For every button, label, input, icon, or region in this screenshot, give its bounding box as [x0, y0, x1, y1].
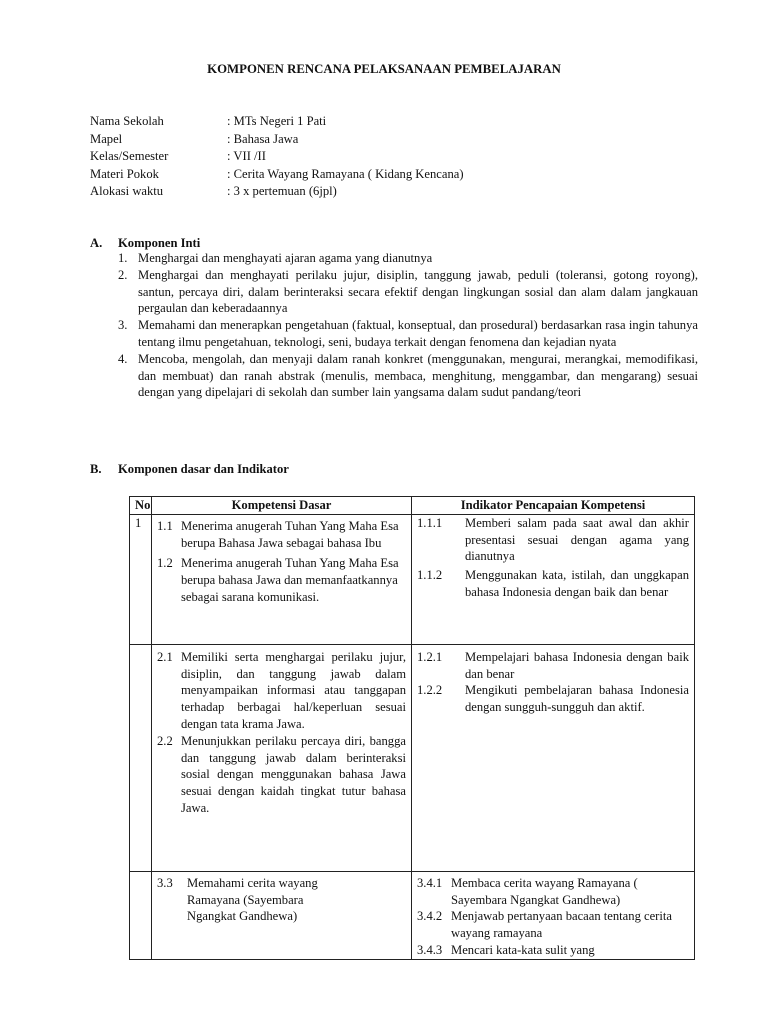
indicator-text: Mempelajari bahasa Indonesia dengan baik dan benar: [465, 649, 689, 681]
row-number: [130, 644, 152, 871]
info-value: : Cerita Wayang Ramayana ( Kidang Kencana): [227, 166, 464, 181]
document-title: KOMPONEN RENCANA PELAKSANAAN PEMBELAJARAN: [207, 62, 561, 76]
indicator-item: [417, 649, 689, 683]
row-number: 1: [130, 514, 152, 644]
indicator-text: Mencari kata-kata sulit yang: [451, 942, 595, 957]
kd-cell: [152, 514, 412, 644]
indicator-item: [417, 942, 689, 959]
info-row-subject: [90, 131, 464, 149]
kd-item: [157, 649, 406, 733]
indicator-text: Membaca cerita wayang Ramayana ( Sayembara Ngangkat Gandhewa): [451, 875, 638, 907]
indicator-item: [417, 908, 689, 942]
header-no: No: [130, 497, 152, 515]
header-indicator: Indikator Pencapaian Kompetensi: [412, 497, 695, 515]
info-label: Nama Sekolah: [90, 114, 164, 128]
kd-code: 3.3: [157, 875, 173, 890]
section-title: Komponen Inti: [118, 236, 201, 250]
indicator-text: Menggunakan kata, istilah, dan unggkapan bahasa Indonesia dengan baik dan benar: [465, 568, 689, 599]
table-row: [130, 514, 695, 644]
indicator-code: 1.1.2: [417, 568, 443, 583]
item-number: 4.: [118, 351, 128, 366]
info-row-class: [90, 148, 464, 166]
section-title: Komponen dasar dan Indikator: [118, 462, 289, 476]
info-value: : VII /II: [227, 149, 266, 163]
header-kd: Kompetensi Dasar: [152, 497, 412, 515]
indicator-text: Mengikuti pembelajaran bahasa Indonesia dengan sungguh-sungguh dan aktif.: [465, 683, 689, 715]
kd-text: Memiliki serta menghargai perilaku jujur, disiplin, dan tanggung jawab dalam menyampaikan informasi atau tanggapan terhadap berbagai hal/keperluan sesuai dengan tata krama Jawa.: [181, 649, 406, 731]
info-value: : 3 x pertemuan (6jpl): [227, 184, 337, 198]
info-label: Alokasi waktu: [90, 184, 164, 198]
indicator-text: Memberi salam pada saat awal dan akhir presentasi sesuai dengan agama yang dianutnya: [465, 515, 689, 564]
item-number: 2.: [118, 267, 128, 282]
kd-text: Menerima anugerah Tuhan Yang Maha Esa berupa bahasa Jawa dan memanfaatkannya sebagai sarana komunikasi.: [181, 556, 399, 604]
kd-item: [157, 555, 406, 605]
table-row: [130, 871, 695, 959]
indicator-item: [417, 515, 689, 565]
kd-cell: [152, 871, 412, 959]
kd-text: Menunjukkan perilaku percaya diri, bangga dan tanggung jawab dalam berinteraksi sosial dengan menggunakan bahasa Jawa sesuai dengan kaidah tingkat tutur bahasa Jawa.: [181, 733, 406, 815]
core-competence-list: [118, 250, 698, 401]
indicator-cell: [412, 514, 695, 644]
row-number: [130, 871, 152, 959]
info-row-topic: [90, 166, 464, 184]
kd-text: Memahami cerita wayang Ramayana (Sayembara Ngangkat Gandhewa): [187, 875, 318, 924]
list-item: [118, 317, 698, 351]
indicator-code: 1.2.2: [417, 683, 443, 698]
kd-code: 2.2: [157, 733, 173, 748]
kd-item: [157, 875, 406, 925]
indicator-code: 3.4.3: [417, 942, 443, 957]
kd-text: Menerima anugerah Tuhan Yang Maha Esa berupa Bahasa Jawa sebagai bahasa Ibu: [181, 518, 399, 550]
section-b-heading: [90, 461, 289, 478]
indicator-code: 3.4.1: [417, 875, 443, 890]
indicator-text: Menjawab pertanyaan bacaan tentang cerita wayang ramayana: [451, 909, 672, 941]
identity-block: [90, 113, 464, 201]
item-text: Memahami dan menerapkan pengetahuan (faktual, konseptual, dan prosedural) berdasarkan rasa ingin tahunya tentang ilmu pengetahuan, teknologi, seni, budaya terkait dengan fenomena dan kejadian nyata: [138, 318, 698, 349]
info-label: Mapel: [90, 131, 123, 146]
list-item: [118, 267, 698, 317]
table-row: [130, 644, 695, 871]
info-row-time: [90, 183, 464, 201]
info-row-school: [90, 113, 464, 131]
indicator-cell: [412, 871, 695, 959]
section-letter: A.: [90, 236, 103, 250]
item-number: 3.: [118, 318, 128, 333]
indicator-code: 3.4.2: [417, 909, 443, 924]
item-text: Menghargai dan menghayati perilaku jujur, disiplin, tanggung jawab, peduli (toleransi, gotong royong), santun, percaya diri, dalam berinteraksi secara efektif dengan lingkungan sosial dan alam dalam jangkauan pergaulan dan keberadaannya: [138, 267, 698, 316]
kd-item: [157, 733, 406, 817]
indicator-cell: [412, 644, 695, 871]
list-item: [118, 250, 698, 267]
indicator-item: [417, 567, 689, 601]
info-value: : MTs Negeri 1 Pati: [227, 114, 327, 128]
competence-table: [129, 496, 695, 960]
indicator-code: 1.1.1: [417, 515, 443, 530]
item-number: 1.: [118, 251, 128, 265]
list-item: [118, 351, 698, 401]
indicator-item: [417, 682, 689, 716]
indicator-code: 1.2.1: [417, 649, 443, 664]
table-header-row: [130, 497, 695, 515]
info-label: Kelas/Semester: [90, 149, 169, 163]
section-letter: B.: [90, 462, 102, 476]
item-text: Mencoba, mengolah, dan menyaji dalam ranah konkret (menggunakan, mengurai, merangkai, memodifikasi, dan membuat) dan ranah abstrak (menulis, membaca, menghitung, menggambar, dan mengarang) sesuai dengan yang dipelajari di sekolah dan sumber lain yangsama dalam sudut pandang/teori: [138, 351, 698, 400]
kd-cell: [152, 644, 412, 871]
info-label: Materi Pokok: [90, 166, 159, 181]
kd-code: 2.1: [157, 649, 173, 664]
info-value: : Bahasa Jawa: [227, 131, 299, 146]
kd-code: 1.2: [157, 556, 173, 571]
kd-code: 1.1: [157, 518, 173, 533]
item-text: Menghargai dan menghayati ajaran agama yang dianutnya: [138, 251, 433, 265]
indicator-item: [417, 875, 689, 909]
kd-item: [157, 518, 406, 552]
